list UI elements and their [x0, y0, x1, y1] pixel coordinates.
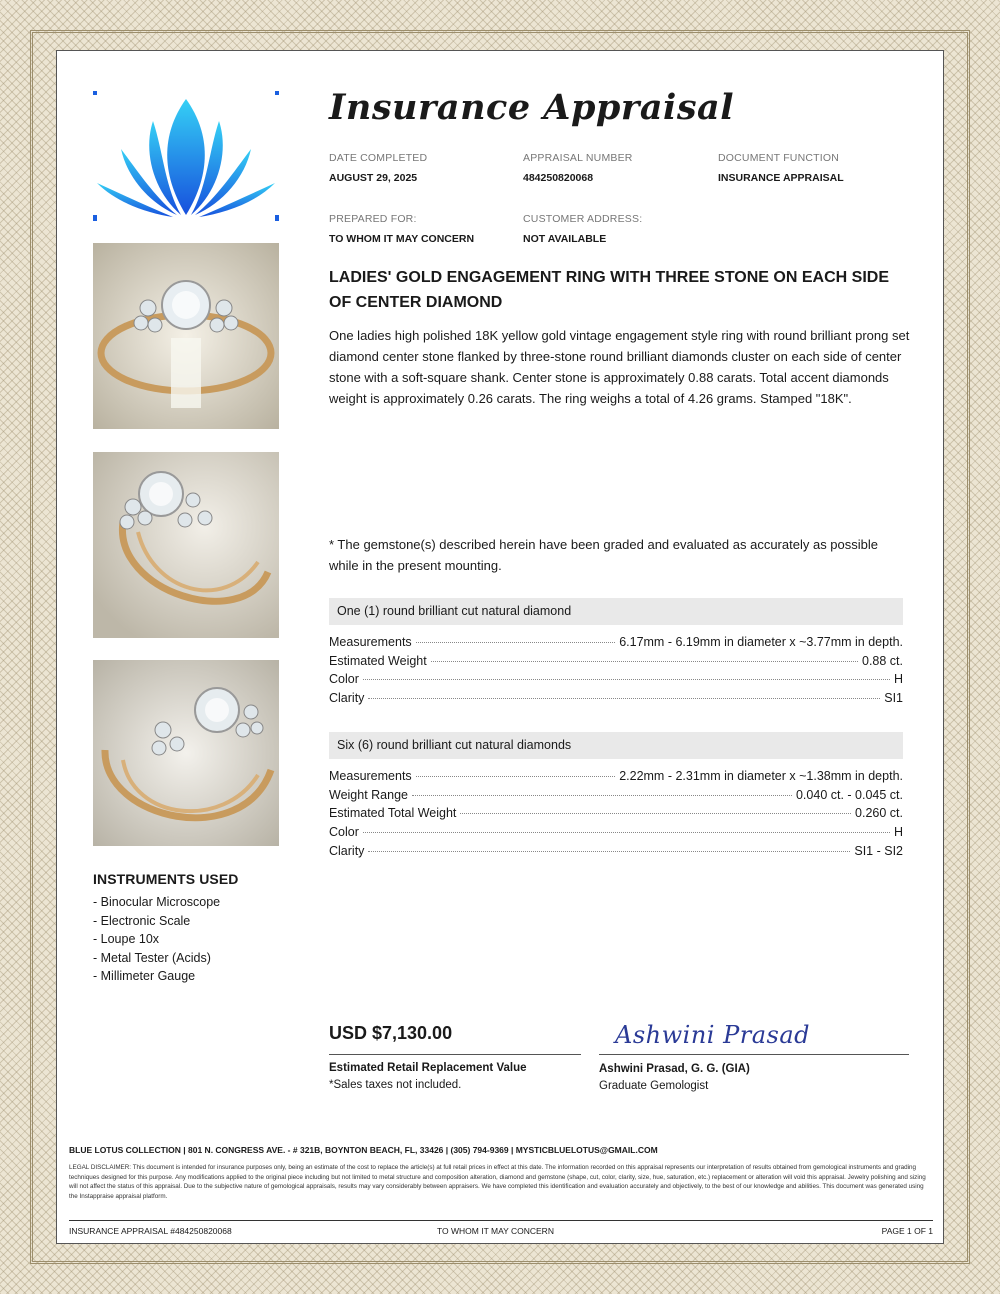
spec-key: Clarity — [329, 691, 365, 706]
spec-value: 0.040 ct. - 0.045 ct. — [795, 787, 903, 802]
stone-heading: One (1) round brilliant cut natural diamond — [329, 598, 903, 625]
leader-dots — [363, 832, 890, 833]
valuation-block — [329, 1023, 581, 1091]
spec-row — [329, 691, 903, 710]
grading-note: * The gemstone(s) described herein have been graded and evaluated as accurately as possible while in the present mounting. — [329, 537, 878, 573]
spec-key: Estimated Total Weight — [329, 806, 457, 821]
footer-divider — [69, 1220, 933, 1221]
spec-value: 2.22mm - 2.31mm in diameter x ~1.38mm in depth. — [619, 769, 903, 783]
instrument-item: - Millimeter Gauge — [93, 969, 196, 983]
meta-appraisal-number — [523, 152, 633, 184]
instruments-heading: INSTRUMENTS USED — [93, 871, 239, 887]
spec-row — [329, 672, 903, 691]
meta-value: INSURANCE APPRAISAL — [718, 172, 844, 184]
spec-key: Clarity — [329, 843, 365, 858]
spec-key: Measurements — [329, 769, 412, 783]
spec-key: Estimated Weight — [329, 653, 427, 668]
signer-role: Graduate Gemologist — [599, 1080, 709, 1092]
spec-value: 0.260 ct. — [855, 806, 903, 821]
spec-value: H — [893, 825, 903, 840]
meta-label: DOCUMENT FUNCTION — [718, 152, 840, 164]
spec-row — [329, 806, 903, 825]
spec-key: Color — [329, 825, 359, 840]
instruments-list — [93, 893, 293, 986]
spec-row — [329, 769, 903, 788]
leader-dots — [416, 642, 616, 643]
leader-dots — [412, 795, 792, 796]
instruments-section — [93, 871, 293, 986]
signer-name: Ashwini Prasad, G. G. (GIA) — [599, 1063, 750, 1075]
page-title: Insurance Appraisal — [329, 87, 734, 128]
meta-document-function — [718, 152, 844, 184]
signature-block — [599, 1021, 909, 1092]
meta-label: APPRAISAL NUMBER — [523, 152, 633, 164]
legal-disclaimer: LEGAL DISCLAIMER: This document is intended for insurance purposes only, being an estimate of the cost to replace the article(s) at full retail prices in effect at this date. The information recorded on this appraisal represents our interpretation of results obtained from gemological instruments and grading techniques designed for this purpose. Any modifications applied to the original piece including but not limited to metal structure and composition alteration, diamond and gemstone (shape, cut, color, clarity, size, hue, saturation, etc.) replacement or alteration will void this appraisal. Jewelry polishing and sizing will not affect the status of this appraisal. Due to the subjective nature of gemological appraisals, results may vary considerably between appraisers. We have completed this identification and evaluation accurately and objectively, to the best of our knowledge and abilities. This document was generated using the Instappraise appraisal platform. — [69, 1164, 926, 1200]
footer-recipient: TO WHOM IT MAY CONCERN — [437, 1226, 554, 1236]
meta-value: 484250820068 — [523, 172, 594, 184]
meta-value: AUGUST 29, 2025 — [329, 172, 418, 184]
spec-row — [329, 844, 903, 863]
leader-dots — [368, 851, 850, 852]
spec-value: 6.17mm - 6.19mm in diameter x ~3.77mm in depth. — [619, 635, 903, 649]
leader-dots — [416, 776, 616, 777]
ring-photo-side — [93, 660, 279, 846]
meta-value: TO WHOM IT MAY CONCERN — [329, 233, 475, 245]
spec-value: SI1 - SI2 — [854, 843, 903, 858]
company-info: BLUE LOTUS COLLECTION | 801 N. CONGRESS AVE. - # 321B, BOYNTON BEACH, FL, 33426 | (305) 794-9369 | MYSTICBLUELOTUS@GMAIL.COM — [69, 1145, 658, 1155]
instrument-item: - Binocular Microscope — [93, 895, 221, 909]
leader-dots — [431, 661, 858, 662]
instrument-item: - Loupe 10x — [93, 932, 160, 946]
appraisal-page — [56, 50, 944, 1244]
meta-customer-address — [523, 213, 642, 245]
meta-date-completed — [329, 152, 427, 184]
spec-key: Weight Range — [329, 787, 408, 802]
footer-page-number: PAGE 1 OF 1 — [881, 1226, 933, 1236]
instrument-item: - Metal Tester (Acids) — [93, 950, 211, 965]
handwritten-signature: Ashwini Prasad — [599, 1021, 909, 1055]
spec-row — [329, 825, 903, 844]
ring-photo-angle — [93, 452, 279, 638]
spec-row — [329, 788, 903, 807]
item-description: One ladies high polished 18K yellow gold vintage engagement style ring with round brilliant prong set diamond center stone flanked by three-stone round brilliant diamonds cluster on each side of center stone with a soft-square shank. Center stone is approximately 0.88 carats. Total accent diamonds weight is approximately 0.26 carats. The ring weighs a total of 4.26 grams. Stamped "18K". — [329, 328, 910, 406]
stone-spec-table — [329, 635, 903, 710]
meta-label: CUSTOMER ADDRESS: — [523, 213, 643, 225]
spec-value: H — [893, 672, 903, 687]
valuation-note: *Sales taxes not included. — [329, 1079, 462, 1091]
spec-value: SI1 — [884, 691, 903, 706]
spec-value: 0.88 ct. — [862, 653, 903, 668]
valuation-label: Estimated Retail Replacement Value — [329, 1062, 527, 1074]
leader-dots — [363, 679, 890, 680]
instrument-item: - Electronic Scale — [93, 913, 191, 928]
spec-key: Measurements — [329, 635, 412, 649]
item-heading: LADIES' GOLD ENGAGEMENT RING WITH THREE STONE ON EACH SIDE OF CENTER DIAMOND — [329, 269, 889, 311]
spec-row — [329, 635, 903, 654]
meta-label: PREPARED FOR: — [329, 213, 417, 225]
ring-photo-front — [93, 243, 279, 429]
spec-key: Color — [329, 672, 359, 687]
spec-row — [329, 654, 903, 673]
stone-heading: Six (6) round brilliant cut natural diamonds — [329, 732, 903, 759]
leader-dots — [460, 813, 851, 814]
stone-spec-table — [329, 769, 903, 862]
lotus-logo-icon — [93, 91, 279, 221]
footer-appraisal-id: INSURANCE APPRAISAL #484250820068 — [69, 1226, 232, 1236]
meta-prepared-for — [329, 213, 474, 245]
valuation-amount: USD $7,130.00 — [329, 1023, 581, 1055]
leader-dots — [368, 698, 880, 699]
meta-label: DATE COMPLETED — [329, 152, 428, 164]
meta-value: NOT AVAILABLE — [523, 233, 607, 245]
